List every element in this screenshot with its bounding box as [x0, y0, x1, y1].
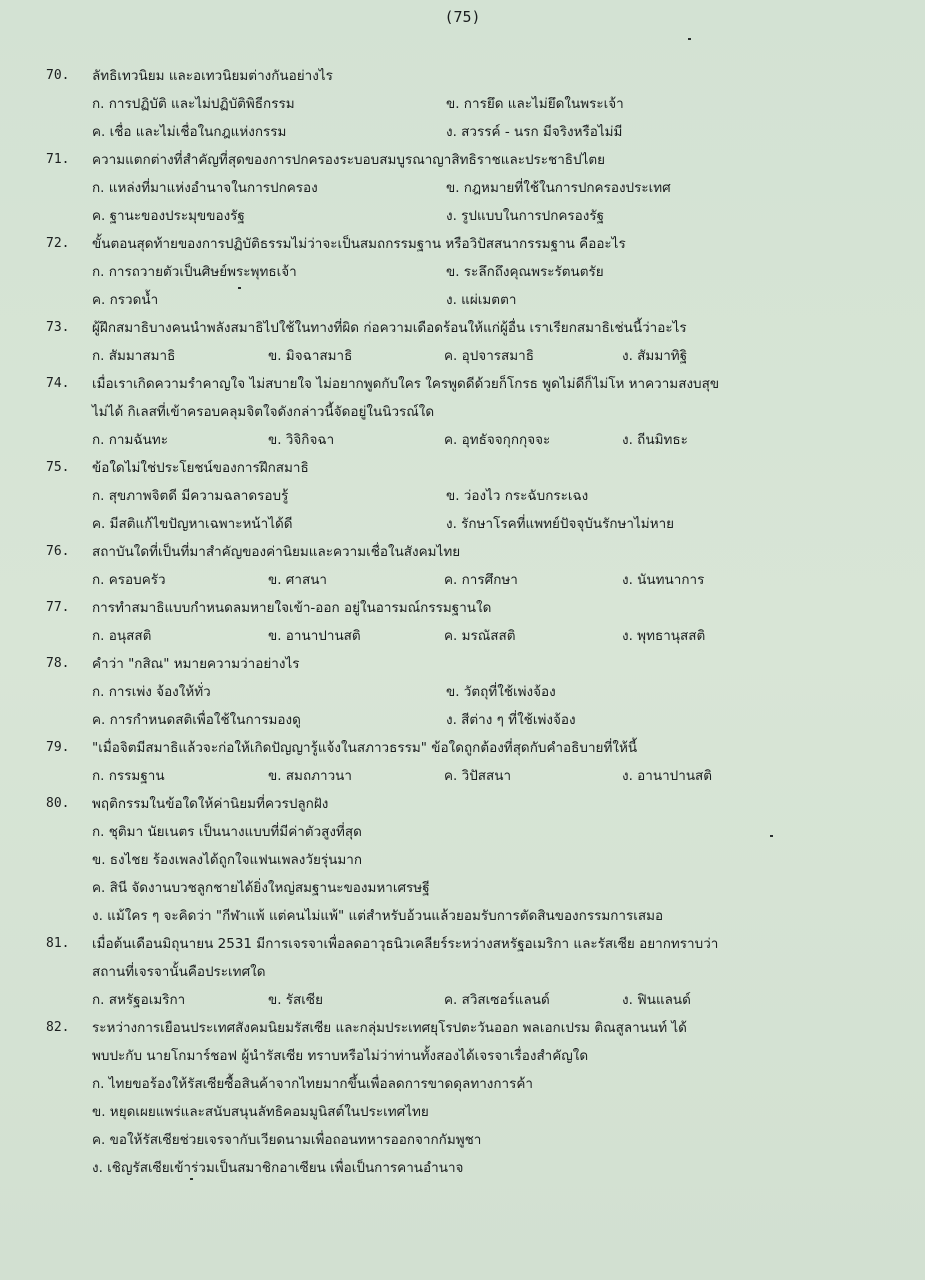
- question-number: 77.: [46, 600, 70, 615]
- question-number: 72.: [46, 236, 70, 251]
- option-b: ข. ธงไชย ร้องเพลงได้ถูกใจแฟนเพลงวัยรุ่นมาก: [92, 852, 363, 868]
- question-71: [46, 146, 891, 230]
- question-text: ข้อใดไม่ใช่ประโยชน์ของการฝึกสมาธิ: [92, 460, 309, 476]
- scan-speck: [770, 835, 773, 837]
- option-d: ง. นันทนาการ: [622, 572, 705, 588]
- option-d: ง. สวรรค์ - นรก มีจริงหรือไม่มี: [446, 124, 623, 140]
- option-a: ก. การเพ่ง จ้องให้ทั่ว: [92, 684, 211, 700]
- question-number: 82.: [46, 1020, 70, 1035]
- option-d: ง. เชิญรัสเซียเข้าร่วมเป็นสมาชิกอาเซียน เพื่อเป็นการคานอำนาจ: [92, 1160, 464, 1176]
- question-75: [46, 454, 891, 538]
- option-b: ข. ว่องไว กระฉับกระเฉง: [446, 488, 589, 504]
- option-a: ก. แหล่งที่มาแห่งอำนาจในการปกครอง: [92, 180, 318, 196]
- option-c: ค. การศึกษา: [444, 572, 518, 588]
- option-a: ก. อนุสสติ: [92, 628, 152, 644]
- option-d: ง. แม้ใคร ๆ จะคิดว่า "กีฬาแพ้ แต่คนไม่แพ้" แต่สำหรับอ้วนแล้วยอมรับการตัดสินของกรรมการเสมอ: [92, 908, 664, 924]
- question-number: 70.: [46, 68, 70, 83]
- option-d: ง. อานาปานสติ: [622, 768, 713, 784]
- question-number: 81.: [46, 936, 70, 951]
- option-b: ข. อานาปานสติ: [268, 628, 361, 644]
- question-80: [46, 790, 891, 930]
- option-a: ก. กรรมฐาน: [92, 768, 165, 784]
- question-text: ความแตกต่างที่สำคัญที่สุดของการปกครองระบอบสมบูรณาญาสิทธิราชและประชาธิปไตย: [92, 152, 606, 168]
- question-number: 75.: [46, 460, 70, 475]
- page-number: (75): [444, 8, 481, 26]
- question-text: "เมื่อจิตมีสมาธิแล้วจะก่อให้เกิดปัญญารู้แจ้งในสภาวธรรม" ข้อใดถูกต้องที่สุดกับคำอธิบายที่ให้นี้: [92, 740, 638, 756]
- question-text: เมื่อเราเกิดความรำคาญใจ ไม่สบายใจ ไม่อยากพูดกับใคร ใครพูดดีด้วยก็โกรธ พูดไม่ดีก็ไม่โห หาความสงบสุข: [92, 376, 720, 392]
- option-b: ข. รัสเซีย: [268, 992, 323, 1008]
- scan-speck: [190, 1178, 193, 1180]
- question-text: คำว่า "กสิณ" หมายความว่าอย่างไร: [92, 656, 300, 672]
- option-d: ง. สีต่าง ๆ ที่ใช้เพ่งจ้อง: [446, 712, 576, 728]
- question-text-continued: สถานที่เจรจานั้นคือประเทศใด: [92, 964, 266, 980]
- option-d: ง. รูปแบบในการปกครองรัฐ: [446, 208, 605, 224]
- question-76: [46, 538, 891, 594]
- option-c: ค. การกำหนดสติเพื่อใช้ในการมองดู: [92, 712, 301, 728]
- question-list: [46, 62, 891, 1182]
- option-b: ข. วัตถุที่ใช้เพ่งจ้อง: [446, 684, 556, 700]
- option-a: ก. ครอบครัว: [92, 572, 166, 588]
- question-text-continued: ไม่ได้ กิเลสที่เข้าครอบคลุมจิตใจดังกล่าวนี้จัดอยู่ในนิวรณ์ใด: [92, 404, 435, 420]
- option-c: ค. เชื่อ และไม่เชื่อในกฎแห่งกรรม: [92, 124, 287, 140]
- option-c: ค. สวิสเซอร์แลนด์: [444, 992, 550, 1008]
- option-d: ง. ฟินแลนด์: [622, 992, 691, 1008]
- option-b: ข. ศาสนา: [268, 572, 328, 588]
- option-d: ง. พุทธานุสสติ: [622, 628, 706, 644]
- question-text: ผู้ฝึกสมาธิบางคนนำพลังสมาธิไปใช้ในทางที่ผิด ก่อความเดือดร้อนให้แก่ผู้อื่น เราเรียกสมาธิเช่นนี้ว่าอะไร: [92, 320, 687, 336]
- question-78: [46, 650, 891, 734]
- question-82: [46, 1014, 891, 1182]
- option-c: ค. อุทธัจจกุกกุจจะ: [444, 432, 551, 448]
- option-a: ก. กามฉันทะ: [92, 432, 168, 448]
- option-b: ข. มิจฉาสมาธิ: [268, 348, 353, 364]
- option-c: ค. ฐานะของประมุขของรัฐ: [92, 208, 245, 224]
- option-b: ข. กฎหมายที่ใช้ในการปกครองประเทศ: [446, 180, 671, 196]
- question-text: ขั้นตอนสุดท้ายของการปฏิบัติธรรมไม่ว่าจะเป็นสมถกรรมฐาน หรือวิปัสสนากรรมฐาน คืออะไร: [92, 236, 626, 252]
- question-number: 80.: [46, 796, 70, 811]
- question-number: 78.: [46, 656, 70, 671]
- question-73: [46, 314, 891, 370]
- scan-speck: [688, 38, 691, 40]
- question-number: 76.: [46, 544, 70, 559]
- question-number: 73.: [46, 320, 70, 335]
- question-number: 71.: [46, 152, 70, 167]
- option-c: ค. อุปจารสมาธิ: [444, 348, 534, 364]
- question-text: ลัทธิเทวนิยม และอเทวนิยมต่างกันอย่างไร: [92, 68, 333, 84]
- option-a: ก. การถวายตัวเป็นศิษย์พระพุทธเจ้า: [92, 264, 297, 280]
- option-a: ก. ชุติมา นัยเนตร เป็นนางแบบที่มีค่าตัวสูงที่สุด: [92, 824, 362, 840]
- option-c: ค. สินี จัดงานบวชลูกชายได้ยิ่งใหญ่สมฐานะของมหาเศรษฐี: [92, 880, 430, 896]
- option-b: ข. หยุดเผยแพร่และสนับสนุนลัทธิคอมมูนิสต์ในประเทศไทย: [92, 1104, 429, 1120]
- question-72: [46, 230, 891, 314]
- option-a: ก. สหรัฐอเมริกา: [92, 992, 186, 1008]
- option-a: ก. สัมมาสมาธิ: [92, 348, 176, 364]
- option-c: ค. วิปัสสนา: [444, 768, 512, 784]
- question-text: พฤติกรรมในข้อใดให้ค่านิยมที่ควรปลูกฝัง: [92, 796, 329, 812]
- question-79: [46, 734, 891, 790]
- question-number: 74.: [46, 376, 70, 391]
- option-a: ก. การปฏิบัติ และไม่ปฏิบัติพิธีกรรม: [92, 96, 295, 112]
- option-d: ง. ถีนมิทธะ: [622, 432, 688, 448]
- option-c: ค. มีสติแก้ไขปัญหาเฉพาะหน้าได้ดี: [92, 516, 293, 532]
- question-text: สถาบันใดที่เป็นที่มาสำคัญของค่านิยมและความเชื่อในสังคมไทย: [92, 544, 461, 560]
- question-77: [46, 594, 891, 650]
- option-d: ง. รักษาโรคที่แพทย์ปัจจุบันรักษาไม่หาย: [446, 516, 675, 532]
- option-c: ค. กรวดน้ำ: [92, 292, 159, 308]
- scan-speck: [238, 287, 241, 289]
- option-b: ข. ระลึกถึงคุณพระรัตนตรัย: [446, 264, 604, 280]
- option-b: ข. วิจิกิจฉา: [268, 432, 335, 448]
- question-text: ระหว่างการเยือนประเทศสังคมนิยมรัสเซีย และกลุ่มประเทศยุโรปตะวันออก พลเอกเปรม ติณสูลานนท์ ได้: [92, 1020, 687, 1036]
- option-b: ข. การยึด และไม่ยึดในพระเจ้า: [446, 96, 624, 112]
- question-74: [46, 370, 891, 454]
- option-b: ข. สมถภาวนา: [268, 768, 352, 784]
- option-c: ค. ขอให้รัสเซียช่วยเจรจากับเวียดนามเพื่อถอนทหารออกจากกัมพูชา: [92, 1132, 482, 1148]
- question-text: เมื่อต้นเดือนมิถุนายน 2531 มีการเจรจาเพื่อลดอาวุธนิวเคลียร์ระหว่างสหรัฐอเมริกา และรัสเซีย อยากทราบว่า: [92, 936, 719, 952]
- question-text-continued: พบปะกับ นายโกมาร์ชอฟ ผู้นำรัสเซีย ทราบหรือไม่ว่าท่านทั้งสองได้เจรจาเรื่องสำคัญใด: [92, 1048, 589, 1064]
- option-a: ก. ไทยขอร้องให้รัสเซียซื้อสินค้าจากไทยมากขึ้นเพื่อลดการขาดดุลทางการค้า: [92, 1076, 534, 1092]
- question-text: การทำสมาธิแบบกำหนดลมหายใจเข้า-ออก อยู่ในอารมณ์กรรมฐานใด: [92, 600, 492, 616]
- question-number: 79.: [46, 740, 70, 755]
- option-d: ง. สัมมาทิฐิ: [622, 348, 688, 364]
- question-81: [46, 930, 891, 1014]
- option-a: ก. สุขภาพจิตดี มีความฉลาดรอบรู้: [92, 488, 289, 504]
- option-c: ค. มรณัสสติ: [444, 628, 516, 644]
- option-d: ง. แผ่เมตตา: [446, 292, 517, 308]
- question-70: [46, 62, 891, 146]
